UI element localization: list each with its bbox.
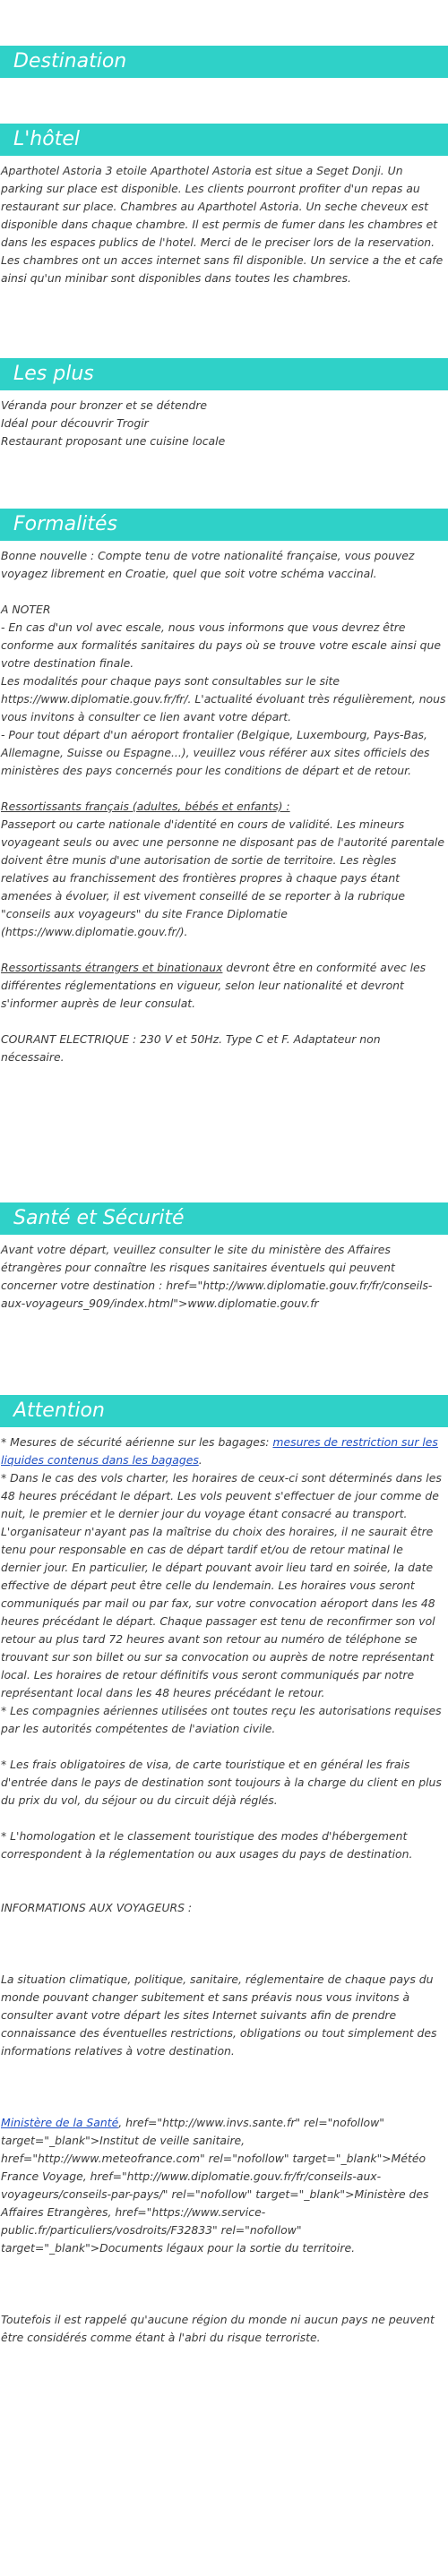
sante-block: [0, 1241, 448, 1313]
section-header-destination: [0, 46, 448, 78]
attention-block: [0, 1433, 448, 2347]
plus-item: Idéal pour découvrir Trogir: [1, 416, 149, 430]
french-nationals-text: Passeport ou carte nationale d'identité en cours de validité. Les mineurs voyageant seuls ou avec une personne ne disposant pas de l'autorité parentale doivent être munis d'une autorisation de sortie de territoire. Les règles relatives au franchissement des frontières propres à chaque pays étant amenées à évoluer, il est vivement conseillé de se reporter à la rubrique "conseils aux voyageurs" du site France Diplomatie (https://www.diplomatie.gouv.fr/).: [1, 817, 445, 938]
anoter-title: A NOTER: [1, 603, 51, 616]
french-nationals-heading: Ressortissants français (adultes, bébés et enfants) :: [1, 800, 290, 813]
plus-list: [0, 397, 448, 450]
baggage-security-paragraph: [1, 1433, 446, 1469]
baggage-security-prefix: * Mesures de sécurité aérienne sur les bagages:: [1, 1435, 273, 1449]
traveler-info-title: INFORMATIONS AUX VOYAGEURS :: [1, 1901, 193, 1914]
liquids-restriction-link[interactable]: mesures de restriction sur les liquides contenus dans les bagages: [1, 1435, 438, 1467]
section-title-hotel: L'hôtel: [13, 128, 80, 150]
section-header-attention: [0, 1395, 448, 1427]
official-sites-paragraph: [1, 2114, 446, 2257]
hotel-description-block: [0, 162, 448, 287]
health-ministry-link[interactable]: Ministère de la Santé: [1, 2116, 119, 2129]
section-header-sante: [0, 1202, 448, 1235]
plus-item: Véranda pour bronzer et se détendre: [1, 398, 208, 412]
section-header-hotel: [0, 124, 448, 156]
hotel-description: Aparthotel Astoria 3 etoile Aparthotel Astoria est situe a Seget Donji. Un parking sur place est disponible. Les clients pourront profiter d'un repas au restaurant sur place. Chambres au Aparthotel Astoria. Un seche cheveux est disponible dans chaque chambre. Il est permis de fumer dans les chambres et dans les espaces publics de l'hotel. Merci de le preciser lors de la reservation. Les chambres ont un acces internet sans fil disponible. Un service a the et cafe ainsi qu'un minibar sont disponibles dans toutes les chambres.: [1, 164, 444, 285]
sante-text: Avant votre départ, veuillez consulter le site du ministère des Affaires étrangères pour connaître les risques sanitaires éventuels qui peuvent concerner votre destination : href="http://www.diplomatie.gouv.fr/fr/conseils-aux-voyageurs_909/index.html">www.diplomatie.gouv.fr: [1, 1243, 433, 1310]
section-header-formalites: [0, 509, 448, 541]
section-header-plus: [0, 358, 448, 390]
formalites-block: [0, 547, 448, 1066]
section-title-sante: Santé et Sécurité: [13, 1207, 185, 1229]
formalites-intro: Bonne nouvelle : Compte tenu de votre nationalité française, vous pouvez voyagez librement en Croatie, quel que soit votre schéma vaccinal.: [1, 549, 415, 580]
plus-item: Restaurant proposant une cuisine locale: [1, 434, 226, 448]
section-title-destination: Destination: [13, 50, 127, 73]
anoter-frontalier: - Pour tout départ d'un aéroport frontalier (Belgique, Luxembourg, Pays-Bas, Allemagne, Suisse ou Espagne...), veuillez vous référer aux sites officiels des ministères des pays concernés pour les conditions de départ et de retour.: [1, 728, 430, 777]
visa-fees-info: * Les frais obligatoires de visa, de carte touristique et en général les frais d'entrée dans le pays de destination sont toujours à la charge du client en plus du prix du vol, du séjour ou du circuit déjà réglés.: [1, 1758, 442, 1807]
airlines-authorization-info: * Les compagnies aériennes utilisées ont toutes reçu les autorisations requises par les autorités compétentes de l'aviation civile.: [1, 1704, 442, 1735]
anoter-escale: - En cas d'un vol avec escale, nous vous informons que vous devrez être conforme aux formalités sanitaires du pays où se trouve votre escale ainsi que votre destination finale.: [1, 620, 441, 670]
terrorism-risk-note: Toutefois il est rappelé qu'aucune région du monde ni aucun pays ne peuvent être considérés comme étant à l'abri du risque terroriste.: [1, 2313, 435, 2344]
charter-flights-info: * Dans le cas des vols charter, les horaires de ceux-ci sont déterminés dans les 48 heures précédant le départ. Les vols peuvent s'effectuer de jour comme de nuit, le premier et le dernier jour du voyage étant consacré au transport. L'organisateur n'ayant pas la maîtrise du choix des horaires, il ne saurait être tenu pour responsable en cas de départ tardif et/ou de retour matinal le dernier jour. En particulier, le départ pouvant avoir lieu tard en soirée, la date effective de départ peut être celle du lendemain. Les horaires vous seront communiqués par mail ou par fax, sur votre convocation aéroport dans les 48 heures précédant le départ. Chaque passager est tenu de reconfirmer son vol retour au plus tard 72 heures avant son retour au numéro de téléphone se trouvant sur son billet ou sur sa convocation ou auprès de notre représentant local. Les horaires de retour définitifs vous seront communiqués par notre représentant local dans les 48 heures précédant le retour.: [1, 1471, 442, 1699]
electric-current-info: COURANT ELECTRIQUE : 230 V et 50Hz. Type C et F. Adaptateur non nécessaire.: [1, 1032, 381, 1064]
accommodation-classification-info: * L'homologation et le classement touristique des modes d'hébergement correspondent à la réglementation ou aux usages du pays de destination.: [1, 1829, 413, 1861]
baggage-security-suffix: .: [198, 1453, 202, 1467]
section-title-attention: Attention: [13, 1399, 105, 1422]
foreign-nationals-text: devront être en conformité avec les différentes réglementations en vigueur, selon leur nationalité et devront s'informer auprès de leur consulat.: [1, 961, 426, 1010]
section-title-formalites: Formalités: [13, 513, 117, 535]
official-sites-text: , href="http://www.invs.sante.fr" rel="nofollow" target="_blank">Institut de veille sanitaire, href="http://www.meteofrance.com" rel="nofollow" target="_blank">Météo France Voyage, href="http://www.diplomatie.gouv.fr/fr/conseils-aux-voyageurs/conseils-par-pays/" rel="nofollow" target="_blank">Ministère des Affaires Etrangères, href="https://www.service-public.fr/particuliers/vosdroits/F32833" rel="nofollow" target="_blank">Documents légaux pour la sortie du territoire.: [1, 2116, 429, 2255]
anoter-modalites: Les modalités pour chaque pays sont consultables sur le site https://www.diplomatie.gouv.fr/fr/. L'actualité évoluant très régulièrement, nous vous invitons à consulter ce lien avant votre départ.: [1, 674, 446, 723]
foreign-nationals-paragraph: [1, 959, 446, 1013]
foreign-nationals-heading: Ressortissants étrangers et binationaux: [1, 961, 223, 974]
section-title-plus: Les plus: [13, 363, 94, 385]
situation-warning: La situation climatique, politique, sanitaire, réglementaire de chaque pays du monde pouvant changer subitement et sans préavis nous vous invitons à consulter avant votre départ les sites Internet suivants afin de prendre connaissance des éventuelles restrictions, obligations ou tout simplement des informations relatives à votre destination.: [1, 1973, 437, 2058]
